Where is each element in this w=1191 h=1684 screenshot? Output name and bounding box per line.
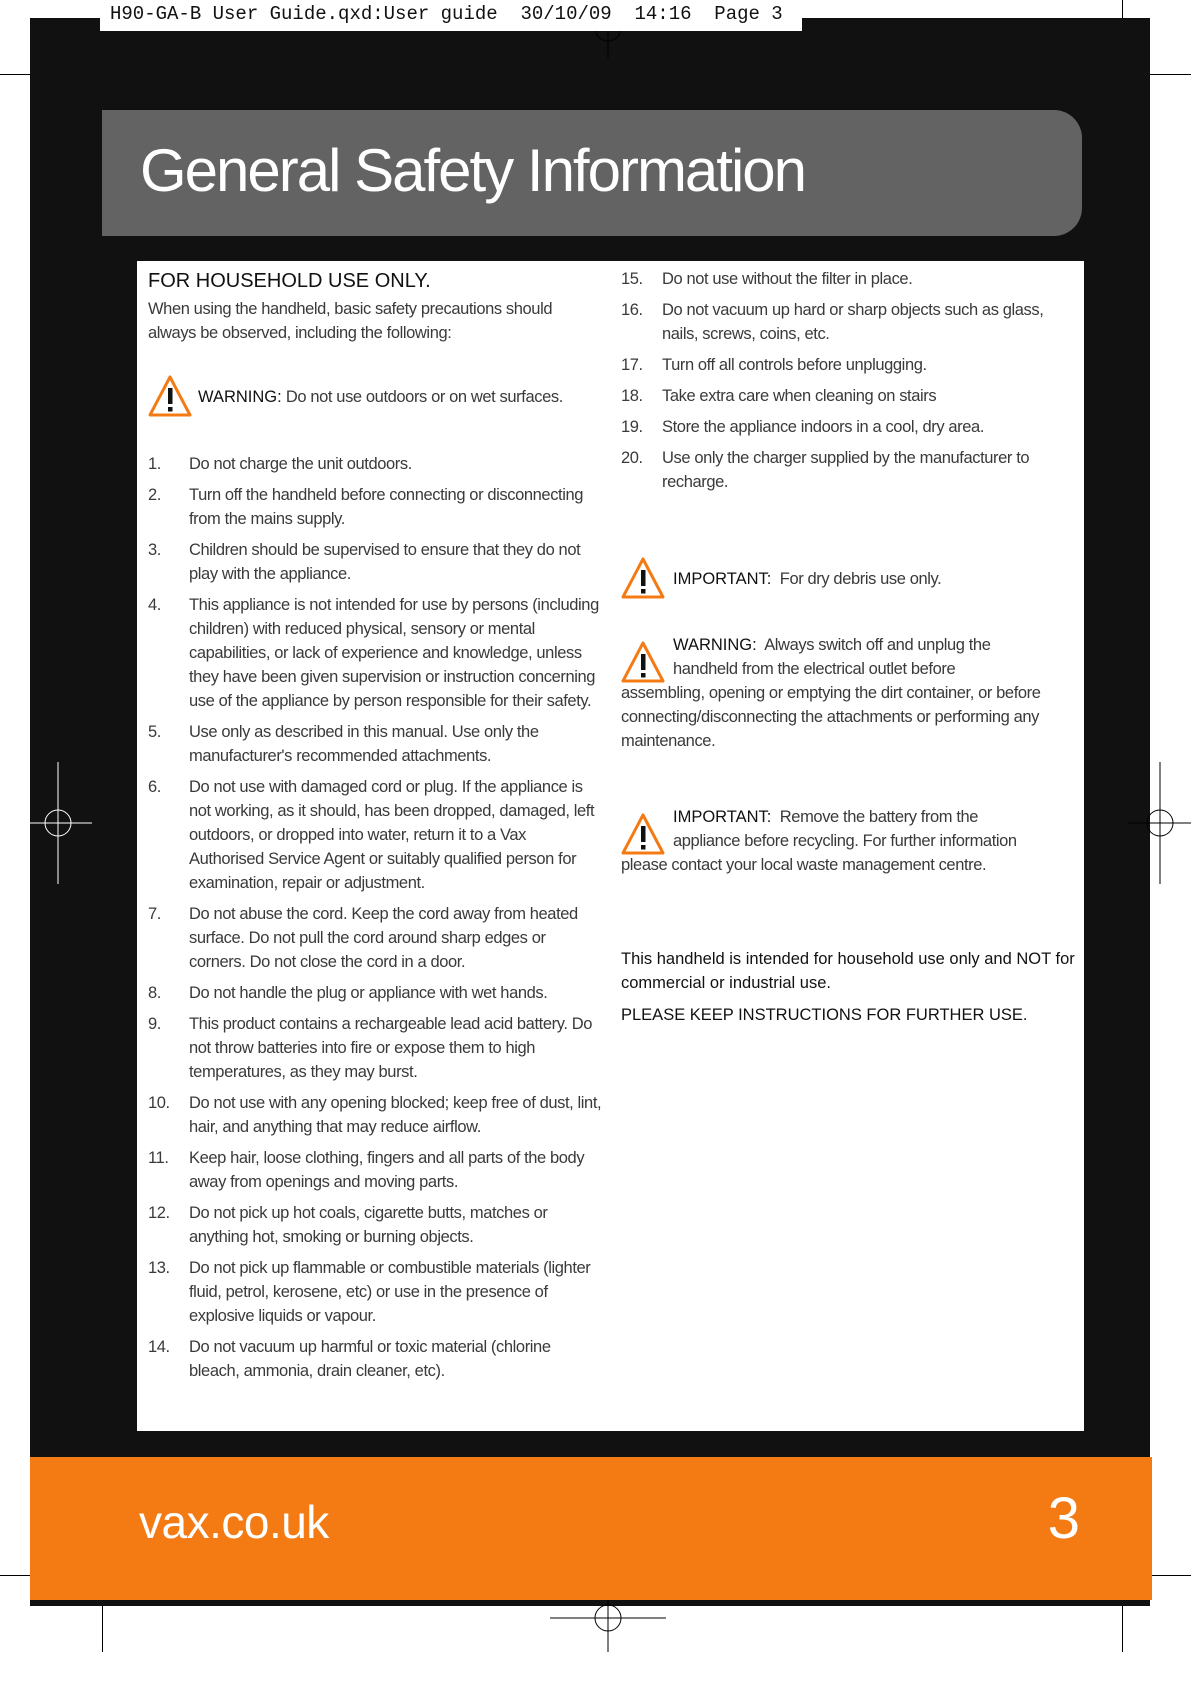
- warning-notice: [148, 375, 603, 419]
- warning-notice-unplug: [621, 633, 1077, 753]
- list-item: 19. Store the appliance indoors in a cool, dry area.: [621, 418, 985, 436]
- right-column: [621, 267, 1077, 1417]
- warning-label: WARNING:: [198, 388, 282, 406]
- closing-statements: [621, 947, 1077, 1035]
- important-label: IMPORTANT:: [673, 808, 772, 826]
- list-item: 9. This product contains a rechargeable lead acid battery. Do not throw batteries into fire or expose them to high temperatures, as they may burst.: [148, 1015, 592, 1081]
- keep-instructions-statement: PLEASE KEEP INSTRUCTIONS FOR FURTHER USE.: [621, 1006, 1028, 1024]
- warning-line-1: Always switch off and unplug the: [764, 636, 991, 654]
- section-heading: FOR HOUSEHOLD USE ONLY.: [148, 270, 431, 292]
- list-item: 15. Do not use without the filter in place.: [621, 270, 913, 288]
- list-item: 6. Do not use with damaged cord or plug. If the appliance is not working, as it should, has been dropped, damaged, left outdoors, or dropped into water, return it to a Vax Authorised Service Agent or suitably qualified person for examination, repair or adjustment.: [148, 778, 595, 892]
- list-item: 16. Do not vacuum up hard or sharp objects such as glass, nails, screws, coins, etc.: [621, 301, 1044, 343]
- registration-mark-icon: [1128, 762, 1191, 884]
- household-use-statement: This handheld is intended for household use only and NOT for commercial or industrial use.: [621, 950, 1075, 992]
- warning-triangle-icon: [621, 641, 665, 683]
- left-column: [148, 267, 603, 1390]
- important-label: IMPORTANT:: [673, 570, 772, 588]
- list-item: 17. Turn off all controls before unplugging.: [621, 356, 927, 374]
- warning-triangle-icon: [148, 375, 192, 417]
- list-item: 7. Do not abuse the cord. Keep the cord away from heated surface. Do not pull the cord around sharp edges or corners. Do not close the cord in a door.: [148, 905, 578, 971]
- important-text: For dry debris use only.: [779, 570, 942, 588]
- registration-mark-icon: [28, 762, 92, 884]
- page-title: General Safety Information: [140, 137, 806, 204]
- safety-list-right: [621, 267, 1077, 494]
- important-text: please contact your local waste management centre.: [621, 856, 987, 874]
- list-item: 1. Do not charge the unit outdoors.: [148, 455, 412, 473]
- warning-line-2: handheld from the electrical outlet before: [673, 660, 956, 678]
- content-panel: [137, 261, 1084, 1431]
- warning-label: WARNING:: [673, 636, 757, 654]
- title-band: [102, 110, 1082, 236]
- slug-line: H90-GA-B User Guide.qxd:User guide 30/10/09 14:16 Page 3: [100, 0, 802, 31]
- list-item: 4. This appliance is not intended for use by persons (including children) with reduced physical, sensory or mental capabilities, or lack of experience and knowledge, unless they have been given supervision or instruction concerning use of the appliance by person responsible for their safety.: [148, 596, 599, 710]
- important-notice-dry-debris: [621, 557, 1077, 601]
- list-item: 11. Keep hair, loose clothing, fingers and all parts of the body away from openings and moving parts.: [148, 1149, 585, 1191]
- list-item: 5. Use only as described in this manual. Use only the manufacturer's recommended attachments.: [148, 723, 539, 765]
- list-item: 8. Do not handle the plug or appliance with wet hands.: [148, 984, 548, 1002]
- list-item: 13. Do not pick up flammable or combustible materials (lighter fluid, petrol, kerosene, etc) or use in the presence of explosive liquids or vapour.: [148, 1259, 591, 1325]
- warning-triangle-icon: [621, 557, 665, 599]
- footer-band: [30, 1457, 1152, 1600]
- warning-triangle-icon: [621, 813, 665, 855]
- list-item: 10. Do not use with any opening blocked; keep free of dust, lint, hair, and anything that may reduce airflow.: [148, 1094, 602, 1136]
- page-number: 3: [1047, 1486, 1080, 1551]
- list-item: 20. Use only the charger supplied by the manufacturer to recharge.: [621, 449, 1030, 491]
- list-item: 14. Do not vacuum up harmful or toxic material (chlorine bleach, ammonia, drain cleaner, etc).: [148, 1338, 551, 1380]
- list-item: 3. Children should be supervised to ensure that they do not play with the appliance.: [148, 541, 581, 583]
- safety-list-left: [148, 452, 603, 1383]
- intro-paragraph: When using the handheld, basic safety precautions should always be observed, including the following:: [148, 300, 553, 342]
- important-line-1: Remove the battery from the: [779, 808, 979, 826]
- list-item: 2. Turn off the handheld before connecting or disconnecting from the mains supply.: [148, 486, 584, 528]
- important-notice-recycling: [621, 805, 1077, 877]
- important-line-2: appliance before recycling. For further information: [673, 832, 1017, 850]
- list-item: 18. Take extra care when cleaning on stairs: [621, 387, 937, 405]
- warning-text: Do not use outdoors or on wet surfaces.: [285, 388, 563, 406]
- list-item: 12. Do not pick up hot coals, cigarette butts, matches or anything hot, smoking or burning objects.: [148, 1204, 548, 1246]
- website-link[interactable]: vax.co.uk: [139, 1496, 329, 1548]
- warning-text: assembling, opening or emptying the dirt container, or before connecting/disconnecting the attachments or performing any maintenance.: [621, 684, 1041, 750]
